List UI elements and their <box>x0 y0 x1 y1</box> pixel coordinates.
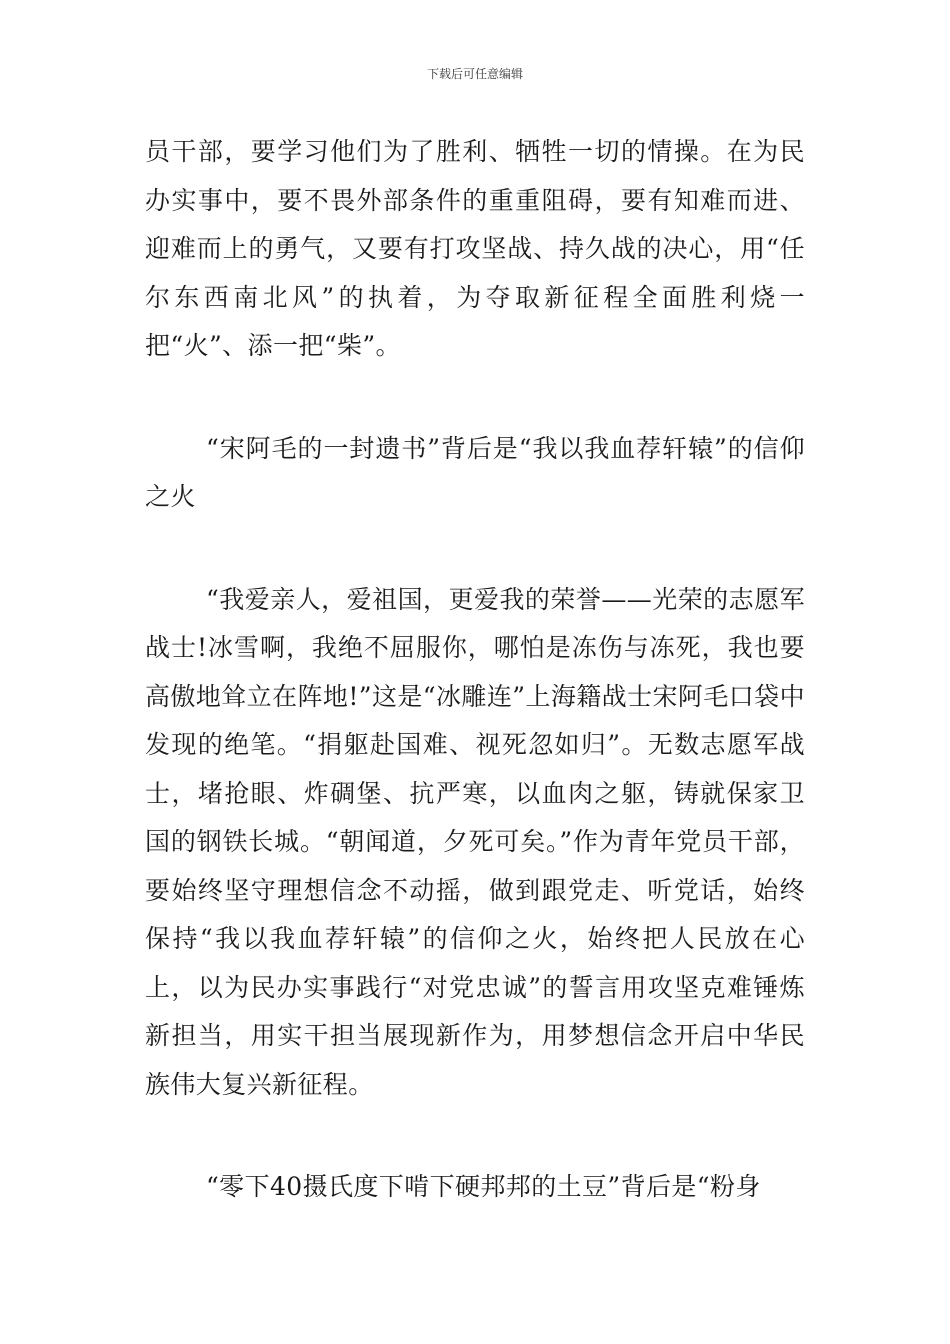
document-body <box>145 128 805 1212</box>
section-heading-faith: “宋阿毛的一封遗书”背后是“我以我血荐轩辕”的信仰之火 <box>145 433 805 511</box>
section-heading-potato: “零下40摄氏度下啃下硬邦邦的土豆”背后是“粉身 <box>206 1172 761 1201</box>
header-note: 下载后可任意编辑 <box>426 67 523 81</box>
paragraph-continuation: 员干部，要学习他们为了胜利、牺牲一切的情操。在为民办实事中，要不畏外部条件的重重阻碍，要有知难而进、迎难而上的勇气，又要有打攻坚战、持久战的决心，用“任尔东西南北风”的执着，为夺取新征程全面胜利烧一把“火”、添一把“柴”。 <box>145 137 805 360</box>
paragraph-song-amao: “我爱亲人，爱祖国，更爱我的荣誉——光荣的志愿军战士!冰雪啊，我绝不屈服你，哪怕是冻伤与冻死，我也要高傲地耸立在阵地!”这是“冰雕连”上海籍战士宋阿毛口袋中发现的绝笔。“捐躯赴国难、视死忽如归”。无数志愿军战士，堵抢眼、炸碉堡、抗严寒，以血肉之躯，铸就保家卫国的钢铁长城。“朝闻道，夕死可矣。”作为青年党员干部，要始终坚守理想信念不动摇，做到跟党走、听党话，始终保持“我以我血荐轩辕”的信仰之火，始终把人民放在心上，以为民办实事践行“对党忠诚”的誓言用攻坚克难锤炼新担当，用实干担当展现新作为，用梦想信念开启中华民族伟大复兴新征程。 <box>145 584 805 1099</box>
